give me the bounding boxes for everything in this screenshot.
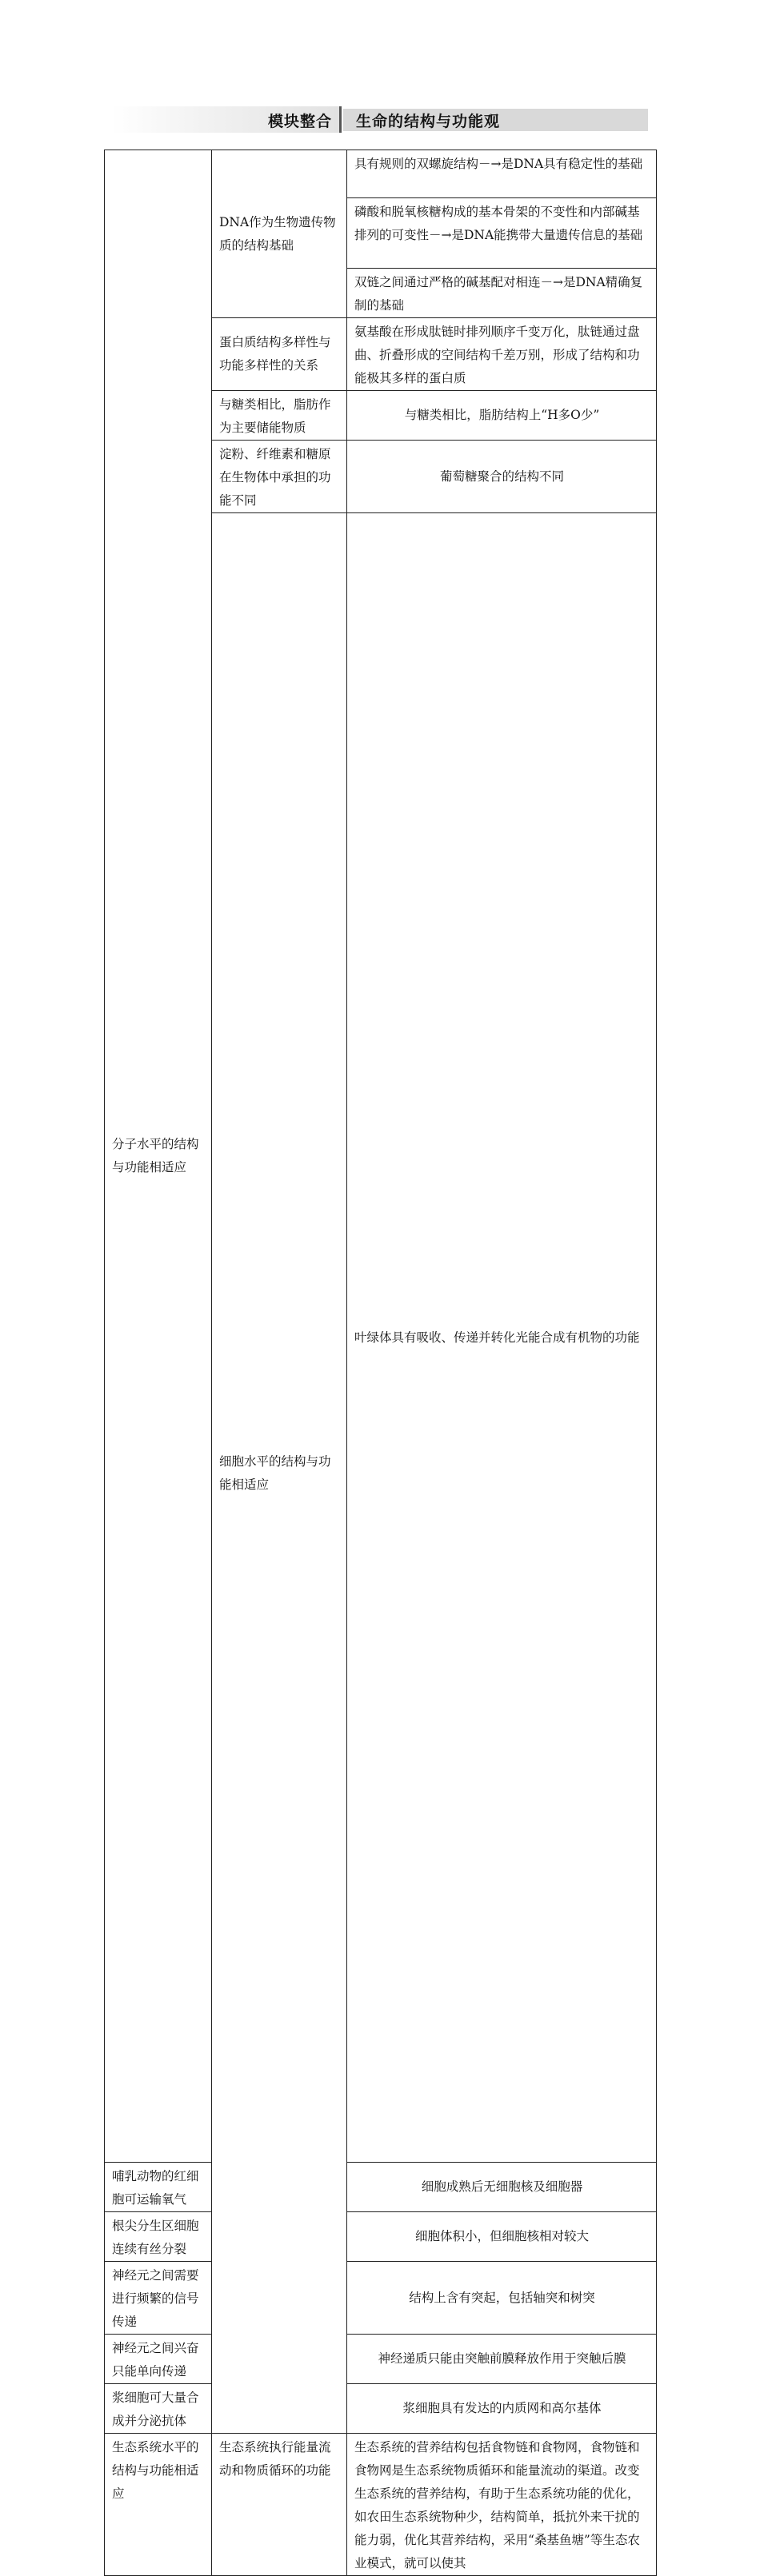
topic-cell: 神经元之间需要进行频繁的信号传递 [105, 2262, 212, 2335]
topic-cell: 蛋白质结构多样性与功能多样性的关系 [212, 318, 347, 391]
topic-cell: 根尖分生区细胞连续有丝分裂 [105, 2212, 212, 2262]
section-banner [112, 106, 648, 133]
detail-cell: 结构上含有突起，包括轴突和树突 [347, 2262, 657, 2335]
table-row [105, 2262, 657, 2335]
module-title: 生命的结构与功能观 [356, 113, 501, 130]
level-cell-cellular: 细胞水平的结构与功能相适应 [212, 513, 347, 2434]
detail-cell: 葡萄糖聚合的结构不同 [347, 441, 657, 513]
detail-cell: 与糖类相比，脂肪结构上“H多O少” [347, 391, 657, 441]
detail-cell: 双链之间通过严格的碱基配对相连－→是DNA精确复制的基础 [347, 269, 657, 318]
detail-cell: 神经递质只能由突触前膜释放作用于突触后膜 [347, 2335, 657, 2384]
topic-cell: 生态系统执行能量流动和物质循环的功能 [212, 2434, 347, 2576]
banner-separator [339, 106, 342, 133]
module-tag: 模块整合 [267, 113, 332, 130]
summary-table [104, 150, 657, 2576]
detail-cell: 生态系统的营养结构包括食物链和食物网，食物链和食物网是生态系统物质循环和能量流动的渠道。改变生态系统的营养结构，有助于生态系统功能的优化，如农田生态系统物种少，结构简单，抵抗外来干扰的能力弱，优化其营养结构，采用“桑基鱼塘”等生态农业模式，就可以使其 [347, 2434, 657, 2576]
detail-cell: 细胞体积小，但细胞核相对较大 [347, 2212, 657, 2262]
topic-cell: 浆细胞可大量合成并分泌抗体 [105, 2384, 212, 2434]
table-row [105, 2384, 657, 2434]
topic-cell: DNA作为生物遗传物质的结构基础 [212, 150, 347, 318]
detail-cell: 具有规则的双螺旋结构－→是DNA具有稳定性的基础 [347, 150, 657, 198]
topic-cell: 叶绿体具有吸收、传递并转化光能合成有机物的功能 [347, 513, 657, 2163]
topic-cell: 淀粉、纤维素和糖原在生物体中承担的功能不同 [212, 441, 347, 513]
level-cell-ecosystem: 生态系统水平的结构与功能相适应 [105, 2434, 212, 2576]
detail-cell: 磷酸和脱氧核糖构成的基本骨架的不变性和内部碱基排列的可变性－→是DNA能携带大量遗传信息的基础 [347, 198, 657, 269]
detail-cell: 浆细胞具有发达的内质网和高尔基体 [347, 2384, 657, 2434]
table-row [105, 2212, 657, 2262]
topic-cell: 神经元之间兴奋只能单向传递 [105, 2335, 212, 2384]
topic-cell: 与糖类相比，脂肪作为主要储能物质 [212, 391, 347, 441]
table-row [105, 2163, 657, 2212]
level-cell-molecular: 分子水平的结构与功能相适应 [105, 150, 212, 2163]
detail-cell: 氨基酸在形成肽链时排列顺序千变万化，肽链通过盘曲、折叠形成的空间结构千差万别，形成了结构和功能极其多样的蛋白质 [347, 318, 657, 391]
topic-cell: 哺乳动物的红细胞可运输氧气 [105, 2163, 212, 2212]
detail-cell: 细胞成熟后无细胞核及细胞器 [347, 2163, 657, 2212]
table-row [105, 2335, 657, 2384]
table-row [105, 150, 657, 198]
table-row [105, 2434, 657, 2576]
